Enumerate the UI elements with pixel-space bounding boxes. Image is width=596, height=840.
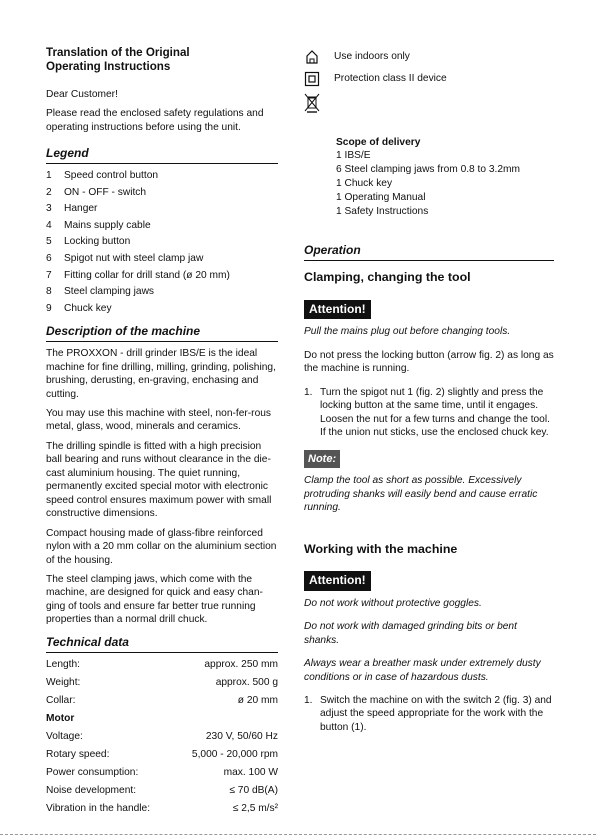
page-edge-line <box>0 834 596 835</box>
tech-row: Noise development: ≤ 70 dB(A) <box>46 784 278 796</box>
document-title <box>46 46 278 74</box>
legend-item: 7 Fitting collar for drill stand (ø 20 mm) <box>46 269 230 281</box>
crossed-bin-icon <box>304 93 320 113</box>
attention-label: Attention! <box>304 571 371 591</box>
symbol-row <box>304 90 554 116</box>
clamping-heading: Clamping, changing the tool <box>304 270 471 285</box>
working-step: 1. Switch the machine on with the switch 2 (fig. 3) and adjust the speed appropriate for the work with the button (1). <box>304 695 552 733</box>
legend-item: 2 ON - OFF - switch <box>46 186 147 198</box>
legend-item: 4 Mains supply cable <box>46 219 151 231</box>
scope-heading: Scope of delivery <box>336 137 421 148</box>
legend-item: 9 Chuck key <box>46 302 112 314</box>
legend-item: 6 Spigot nut with steel clamp jaw <box>46 252 204 264</box>
protection-class-icon <box>304 71 320 87</box>
tech-row: Power consumption: max. 100 W <box>46 766 278 778</box>
title-line-2: Operating Instructions <box>46 59 171 73</box>
tech-row: Weight: approx. 500 g <box>46 676 278 688</box>
legend-item: 3 Hanger <box>46 203 98 215</box>
working-warning: Do not work with damaged grinding bits or bent shanks. <box>304 621 517 646</box>
right-column <box>304 46 554 734</box>
legend-list <box>46 169 278 318</box>
attention-label: Attention! <box>304 300 371 320</box>
operation-heading: Operation <box>304 243 554 261</box>
description-heading: Description of the machine <box>46 324 278 342</box>
legend-item: 5 Locking button <box>46 236 131 248</box>
scope-item: 1 IBS/E <box>336 150 371 162</box>
scope-item: 1 Operating Manual <box>336 192 426 204</box>
description-paragraph: The PROXXON - drill grinder IBS/E is the ideal machine for fine drilling, milling, grinding, polishing, brushing, derusting, en-graving, enchasing and cutting. <box>46 348 276 400</box>
scope-item: 1 Safety Instructions <box>336 206 429 218</box>
description-paragraph: The drilling spindle is fitted with a high precision ball bearing and runs without clearance in the die-cast aluminium housing. The quiet running, permanently excited special motor with electronic speed control ensures maximum power with small constructive dimensions. <box>46 440 272 520</box>
intro-text: Please read the enclosed safety regulations and operating instructions before using the unit. <box>46 108 264 133</box>
scope-item: 1 Chuck key <box>336 178 393 190</box>
tech-row: Length: approx. 250 mm <box>46 658 278 670</box>
motor-heading: Motor <box>46 712 75 724</box>
tech-table <box>46 658 278 820</box>
tech-row: Vibration in the handle: ≤ 2,5 m/s² <box>46 802 278 814</box>
house-icon <box>304 49 320 65</box>
description-paragraph: Compact housing made of glass-fibre reinforced nylon with a 20 mm collar on the aluminium section of the housing. <box>46 527 277 566</box>
symbol-row <box>304 68 554 90</box>
legend-item: 1 Speed control button <box>46 170 159 181</box>
symbol-row <box>304 46 554 68</box>
left-column <box>46 46 278 820</box>
note-text: Clamp the tool as short as possible. Excessively protruding shanks will easily bend and cause erratic running. <box>304 475 538 514</box>
tech-row: Collar: ø 20 mm <box>46 694 278 706</box>
symbol-text: Use indoors only <box>334 51 410 63</box>
working-warning: Do not work without protective goggles. <box>304 597 482 609</box>
legend-heading: Legend <box>46 146 278 164</box>
tech-row: Voltage: 230 V, 50/60 Hz <box>46 730 278 742</box>
clamping-warning: Pull the mains plug out before changing tools. <box>304 326 511 338</box>
clamping-paragraph: Do not press the locking button (arrow fig. 2) as long as the machine is running. <box>304 349 554 375</box>
tech-heading: Technical data <box>46 635 278 653</box>
scope-item: 6 Steel clamping jaws from 0.8 to 3.2mm <box>336 164 521 176</box>
clamping-step: 1. Turn the spigot nut 1 (fig. 2) slightly and press the locking button at the same time, until it engages. Loosen the nut for a few turns and change the tool. If the union nut sticks, use the enclosed chuck key. <box>304 386 550 439</box>
working-warning: Always wear a breather mask under extremely dusty conditions or in case of hazardous dusts. <box>304 658 541 683</box>
title-line-1: Translation of the Original <box>46 46 190 59</box>
greeting: Dear Customer! <box>46 88 118 100</box>
symbol-text: Protection class II device <box>334 73 447 85</box>
working-heading: Working with the machine <box>304 541 458 556</box>
scope-of-delivery <box>336 136 554 219</box>
tech-row: Rotary speed: 5,000 - 20,000 rpm <box>46 748 278 760</box>
note-label: Note: <box>304 450 340 469</box>
description-paragraph: You may use this machine with steel, non-fer-rous metal, glass, wood, minerals and ceramics. <box>46 407 271 433</box>
legend-item: 8 Steel clamping jaws <box>46 286 155 298</box>
description-paragraph: The steel clamping jaws, which come with the machine, are designed for quick and easy chan-ging of tools and ensure far better true running properties than a normal drill chuck. <box>46 573 263 626</box>
